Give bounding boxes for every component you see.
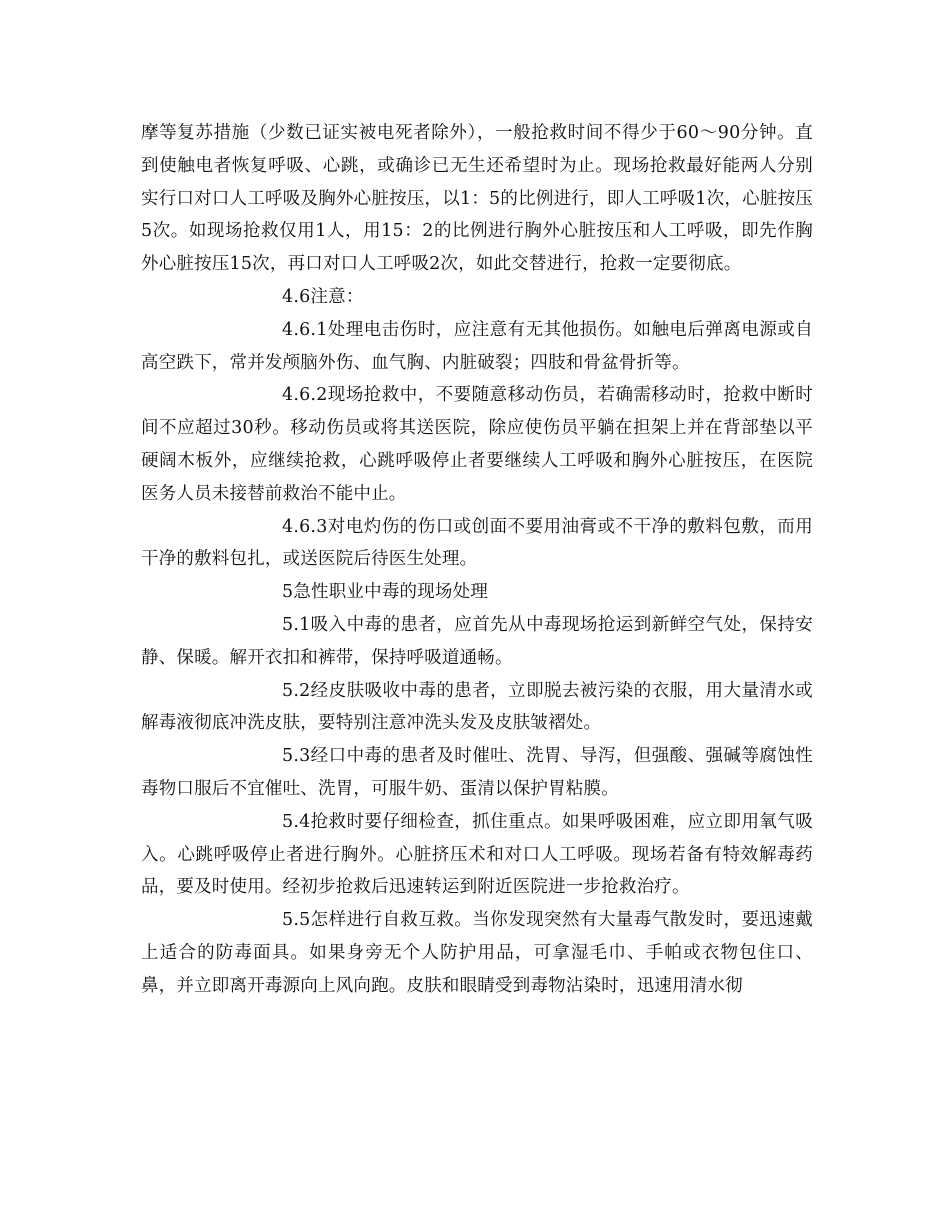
document-page	[141, 117, 813, 1003]
paragraph-5-4: 5.4抢救时要仔细检查，抓住重点。如果呼吸困难，应立即用氧气吸入。心跳呼吸停止者进行胸外。心脏挤压术和对口人工呼吸。现场若备有特效解毒药品，要及时使用。经初步抢救后迅速转运到附近医院进一步抢救治疗。	[141, 811, 813, 898]
paragraph-5-1: 5.1吸入中毒的患者，应首先从中毒现场抢运到新鲜空气处，保持安静、保暖。解开衣扣和裤带，保持呼吸道通畅。	[141, 614, 813, 668]
paragraph-cpr-continuation: 摩等复苏措施（少数已证实被电死者除外），一般抢救时间不得少于60～90分钟。直到使触电者恢复呼吸、心跳，或确诊已无生还希望时为止。现场抢救最好能两人分别实行口对口人工呼吸及胸外心脏按压，以1：5的比例进行，即人工呼吸1次，心脏按压5次。如现场抢救仅用1人，用15：2的比例进行胸外心脏按压和人工呼吸，即先作胸外心脏按压15次，再口对口人工呼吸2次，如此交替进行，抢救一定要彻底。	[141, 123, 813, 275]
paragraph-5-3: 5.3经口中毒的患者及时催吐、洗胃、导泻，但强酸、强碱等腐蚀性毒物口服后不宜催吐、洗胃，可服牛奶、蛋清以保护胃粘膜。	[141, 746, 813, 799]
paragraph-4-6-1: 4.6.1处理电击伤时，应注意有无其他损伤。如触电后弹离电源或自高空跌下，常并发颅脑外伤、血气胸、内脏破裂；四肢和骨盆骨折等。	[141, 319, 813, 373]
paragraph-5-5: 5.5怎样进行自救互救。当你发现突然有大量毒气散发时，要迅速戴上适合的防毒面具。如果身旁无个人防护用品，可拿湿毛巾、手帕或衣物包住口、鼻，并立即离开毒源向上风向跑。皮肤和眼睛受到毒物沾染时，迅速用清水彻	[141, 910, 813, 996]
heading-5-poisoning: 5急性职业中毒的现场处理	[282, 582, 489, 603]
paragraph-4-6-3: 4.6.3对电灼伤的伤口或创面不要用油膏或不干净的敷料包敷，而用干净的敷料包扎，或送医院后待医生处理。	[141, 516, 813, 570]
paragraph-5-2: 5.2经皮肤吸收中毒的患者，立即脱去被污染的衣服，用大量清水或解毒液彻底冲洗皮肤，要特别注意冲洗头发及皮肤皱褶处。	[141, 680, 813, 734]
paragraph-4-6-2: 4.6.2现场抢救中，不要随意移动伤员，若确需移动时，抢救中断时间不应超过30秒。移动伤员或将其送医院，除应使伤员平躺在担架上并在背部垫以平硬阔木板外，应继续抢救，心跳呼吸停止者要继续人工呼吸和胸外心脏按压，在医院医务人员未接替前救治不能中止。	[141, 385, 813, 504]
heading-4-6-notes: 4.6注意：	[282, 286, 364, 307]
